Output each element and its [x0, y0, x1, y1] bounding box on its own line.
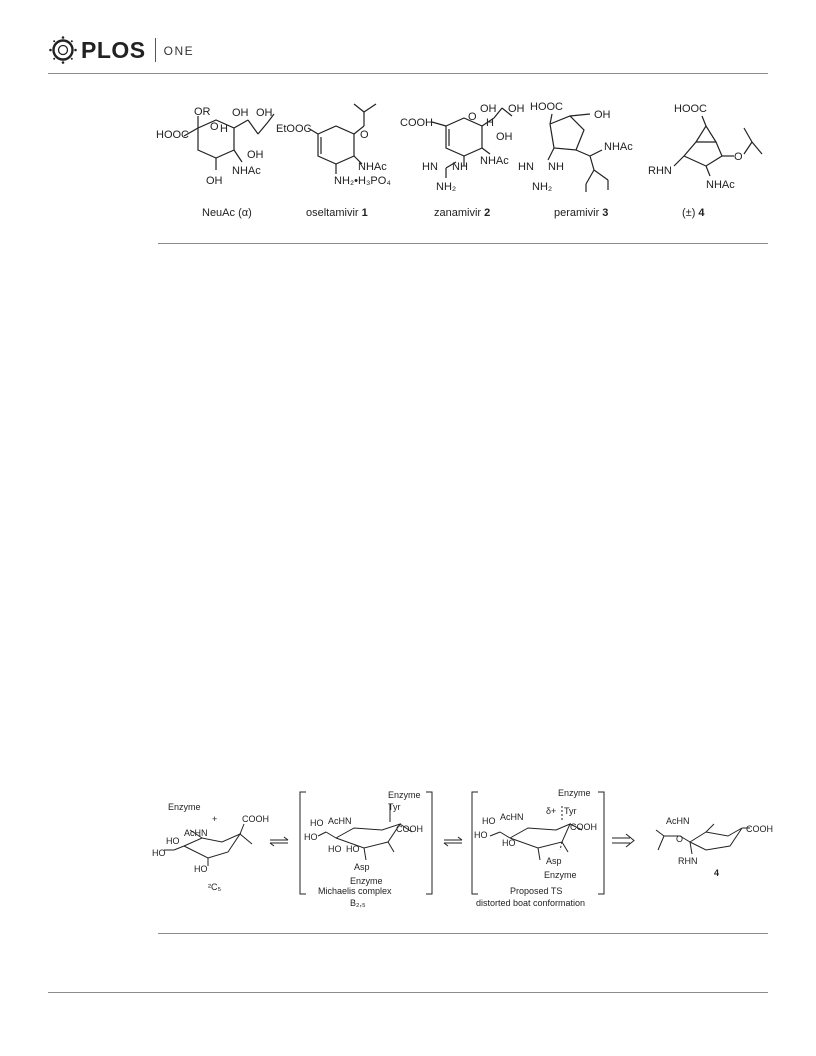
michaelis-caption: Michaelis complex	[318, 886, 392, 896]
ts-conformation: distorted boat conformation	[476, 898, 586, 908]
zanamivir-label-h: H	[486, 117, 494, 129]
oseltamivir-label-o: O	[360, 129, 369, 141]
ts-label-cooh: COOH	[570, 822, 597, 832]
ts-label-tyr: Tyr	[564, 806, 577, 816]
ts-caption: Proposed TS	[510, 886, 563, 896]
peramivir-label-oh: OH	[594, 109, 611, 121]
ts-label-achn: AcHN	[500, 812, 524, 822]
ts-label-asp: Asp	[546, 856, 562, 866]
journal-name: ONE	[163, 44, 195, 58]
chair-label-o: O	[676, 834, 684, 844]
caption-compound4: (±) 4	[682, 207, 705, 219]
substrate-label-enzyme: Enzyme	[168, 802, 201, 812]
michaelis-label-enzyme-bottom: Enzyme	[350, 876, 383, 886]
figure1-rule	[158, 243, 768, 244]
caption-neuac: NeuAc (α)	[202, 207, 252, 219]
figure-mechanism	[150, 780, 780, 920]
michaelis-label-asp: Asp	[354, 862, 370, 872]
neuac-label-nhac: NHAc	[232, 165, 261, 177]
ts-label-ho1: HO	[482, 816, 496, 826]
zanamivir-label-nh2: NH₂	[436, 181, 457, 193]
substrate-label-conf: ²C₅	[208, 882, 222, 892]
neuac-label-h: H	[220, 123, 228, 135]
compound4-chair	[656, 816, 773, 878]
zanamivir-label-oh1: OH	[480, 103, 497, 115]
neuac-label-or: OR	[194, 106, 211, 118]
figure2-rule	[158, 933, 768, 934]
zanamivir-label-nhac: NHAc	[480, 155, 509, 167]
ts-label-ho2: HO	[474, 830, 488, 840]
chair-label-cooh: COOH	[746, 824, 773, 834]
substrate-label-plus: +	[212, 814, 218, 824]
michaelis-complex	[300, 790, 432, 908]
michaelis-label-ho1: HO	[310, 818, 324, 828]
brand-name: PLOS	[81, 36, 146, 63]
peramivir-label-nh: NH	[548, 161, 564, 173]
oseltamivir-label-etooc: EtOOC	[276, 123, 312, 135]
neuac-label-o: O	[210, 121, 219, 133]
substrate-label-cooh: COOH	[242, 814, 269, 824]
ts-label-enzyme-top: Enzyme	[558, 788, 591, 798]
substrate-2c5	[152, 802, 269, 892]
neuac-label-oh2: OH	[256, 107, 273, 119]
ts-label-delta: δ+	[546, 806, 557, 816]
plos-logo-icon	[48, 35, 78, 65]
design-arrow	[612, 834, 634, 847]
peramivir-label-hooc: HOOC	[530, 101, 563, 113]
equilibrium-arrow-1	[270, 837, 288, 846]
header-rule	[48, 73, 768, 74]
ts-label-ho3: HO	[502, 838, 516, 848]
chair-label-rhn: RHN	[678, 856, 698, 866]
oseltamivir-label-nhac: NHAc	[358, 161, 387, 173]
neuac-label-hooc: HOOC	[156, 129, 189, 141]
michaelis-label-tyr: Tyr	[388, 802, 401, 812]
zanamivir-structure	[400, 103, 525, 193]
compound4-label-o: O	[734, 151, 743, 163]
zanamivir-label-cooh: COOH	[400, 117, 433, 129]
neuac-structure	[156, 106, 274, 187]
journal-logo	[48, 34, 194, 66]
chair-label-achn: AcHN	[666, 816, 690, 826]
michaelis-label-enzyme-top: Enzyme	[388, 790, 421, 800]
compound4-structure	[648, 103, 762, 191]
logo-divider	[155, 38, 156, 62]
compound4-label-rhn: RHN	[648, 165, 672, 177]
chair-label-compound: 4	[714, 868, 720, 878]
substrate-label-achn: AcHN	[184, 828, 208, 838]
peramivir-label-hn: HN	[518, 161, 534, 173]
peramivir-label-nh2: NH₂	[532, 181, 553, 193]
michaelis-label-cooh: COOH	[396, 824, 423, 834]
substrate-label-ho3: HO	[194, 864, 208, 874]
oseltamivir-label-nh2: NH₂•H₃PO₄	[334, 175, 391, 187]
compound4-label-hooc: HOOC	[674, 103, 707, 115]
oseltamivir-structure	[276, 104, 391, 187]
peramivir-label-nhac: NHAc	[604, 141, 633, 153]
caption-zanamivir: zanamivir 2	[434, 207, 491, 219]
michaelis-label-ho4: HO	[346, 844, 360, 854]
zanamivir-label-o: O	[468, 111, 477, 123]
michaelis-conformation: B₂,₅	[350, 898, 366, 908]
neuac-label-oh4: OH	[206, 175, 223, 187]
peramivir-structure	[518, 101, 633, 193]
caption-oseltamivir: oseltamivir 1	[306, 207, 368, 219]
zanamivir-label-oh2: OH	[508, 103, 525, 115]
page-header	[0, 0, 816, 74]
compound4-label-nhac: NHAc	[706, 179, 735, 191]
michaelis-label-ho2: HO	[304, 832, 318, 842]
figure-structures	[150, 98, 770, 230]
neuac-label-oh1: OH	[232, 107, 249, 119]
michaelis-label-ho3: HO	[328, 844, 342, 854]
substrate-label-ho1: HO	[166, 836, 180, 846]
substrate-label-ho2: HO	[152, 848, 166, 858]
caption-peramivir: peramivir 3	[554, 207, 609, 219]
michaelis-label-achn: AcHN	[328, 816, 352, 826]
transition-state	[472, 788, 604, 908]
equilibrium-arrow-2	[444, 837, 462, 846]
zanamivir-label-oh3: OH	[496, 131, 513, 143]
neuac-label-oh3: OH	[247, 149, 264, 161]
zanamivir-label-nh: NH	[452, 161, 468, 173]
footer-rule	[48, 992, 768, 993]
zanamivir-label-hn: HN	[422, 161, 438, 173]
ts-label-enzyme-bottom: Enzyme	[544, 870, 577, 880]
